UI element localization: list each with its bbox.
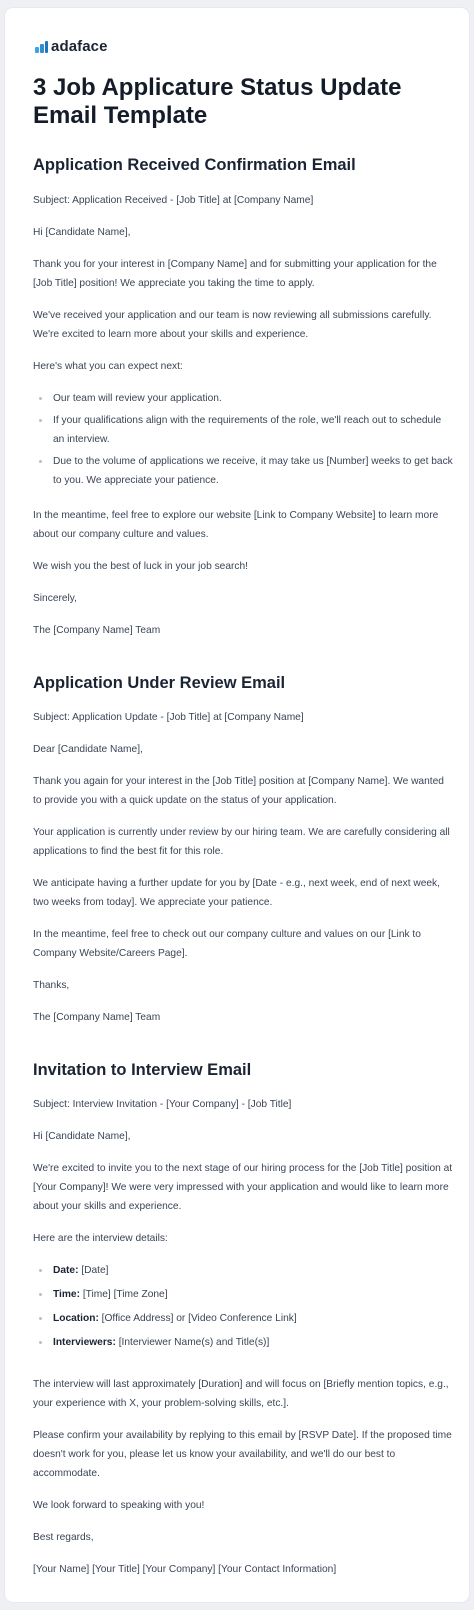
s3-paragraph-4: Please confirm your availability by replying to this email by [RSVP Date]. If the proposed time doesn't work for you, please let us know your availability, and we'll do our best to accommodate.	[33, 1430, 452, 1479]
detail-label: Time:	[53, 1289, 80, 1300]
s2-paragraph-2: Your application is currently under review by our hiring team. We are carefully considering all applications to find the best fit for this role.	[33, 827, 450, 857]
detail-label: Interviewers:	[53, 1337, 116, 1348]
s3-signoff: Best regards,	[33, 1532, 94, 1543]
list-item	[33, 1309, 453, 1328]
list-item	[33, 1285, 453, 1304]
s1-paragraph-5: We wish you the best of luck in your job search!	[33, 561, 248, 572]
s1-paragraph-4: In the meantime, feel free to explore our website [Link to Company Website] to learn more about our company culture and values.	[33, 510, 439, 540]
s3-paragraph-3: The interview will last approximately [Duration] and will focus on [Briefly mention topics, e.g., your experience with X, your problem-solving skills, etc.].	[33, 1379, 449, 1409]
s2-signature: The [Company Name] Team	[33, 1012, 161, 1023]
detail-value: [Interviewer Name(s) and Title(s)]	[115, 1337, 270, 1348]
list-item: Our team will review your application.	[33, 389, 453, 408]
s2-paragraph-1: Thank you again for your interest in the [Job Title] position at [Company Name]. We wanted to provide you with a quick update on the status of your application.	[33, 776, 444, 806]
list-item: If your qualifications align with the requirements of the role, we'll reach out to schedule an interview.	[33, 411, 453, 449]
list-item: Due to the volume of applications we receive, it may take us [Number] weeks to get back to you. We appreciate your patience.	[33, 452, 453, 490]
s1-next-steps-list	[33, 389, 453, 490]
adaface-logo-icon	[35, 41, 47, 53]
section-title-under-review: Application Under Review Email	[33, 674, 286, 692]
s2-paragraph-3: We anticipate having a further update for you by [Date - e.g., next week, end of next week, two weeks from today]. We appreciate your patience.	[33, 878, 440, 908]
detail-value: [Date]	[78, 1265, 109, 1276]
detail-label: Location:	[53, 1313, 99, 1324]
brand-logo[interactable]	[35, 38, 108, 55]
brand-name: adaface	[51, 38, 108, 55]
s2-subject: Subject: Application Update - [Job Title] at [Company Name]	[33, 712, 304, 723]
list-item	[33, 1333, 453, 1352]
section-title-interview: Invitation to Interview Email	[33, 1061, 252, 1079]
detail-value: [Time] [Time Zone]	[80, 1289, 168, 1300]
s3-signature: [Your Name] [Your Title] [Your Company] [Your Contact Information]	[33, 1564, 337, 1575]
s1-signoff: Sincerely,	[33, 593, 77, 604]
detail-value: [Office Address] or [Video Conference Link]	[98, 1313, 297, 1324]
s3-paragraph-5: We look forward to speaking with you!	[33, 1500, 205, 1511]
list-item	[33, 1261, 453, 1280]
s2-paragraph-4: In the meantime, feel free to check out our company culture and values on our [Link to Company Website/Careers Page].	[33, 929, 421, 959]
s1-subject: Subject: Application Received - [Job Title] at [Company Name]	[33, 195, 314, 206]
s3-subject: Subject: Interview Invitation - [Your Company] - [Job Title]	[33, 1099, 292, 1110]
s2-signoff: Thanks,	[33, 980, 70, 991]
s1-paragraph-1: Thank you for your interest in [Company Name] and for submitting your application for the [Job Title] position! We appreciate you taking the time to apply.	[33, 259, 437, 289]
s3-greeting: Hi [Candidate Name],	[33, 1131, 131, 1142]
s1-paragraph-2: We've received your application and our team is now reviewing all submissions carefully. We're excited to learn more about your skills and experience.	[33, 310, 432, 340]
email-template-card	[5, 8, 469, 1602]
s3-paragraph-1: We're excited to invite you to the next stage of our hiring process for the [Job Title] position at [Your Company]! We were very impressed with your application and would like to learn more about your skills and experience.	[33, 1163, 453, 1212]
detail-label: Date:	[53, 1265, 79, 1276]
s1-paragraph-3: Here's what you can expect next:	[33, 361, 183, 372]
s1-greeting: Hi [Candidate Name],	[33, 227, 131, 238]
section-title-received: Application Received Confirmation Email	[33, 156, 356, 174]
s2-greeting: Dear [Candidate Name],	[33, 744, 143, 755]
s3-paragraph-2: Here are the interview details:	[33, 1233, 168, 1244]
page-title: 3 Job Applicature Status Update Email Template	[33, 74, 402, 129]
s1-signature: The [Company Name] Team	[33, 625, 161, 636]
s3-interview-details-list	[33, 1261, 453, 1352]
